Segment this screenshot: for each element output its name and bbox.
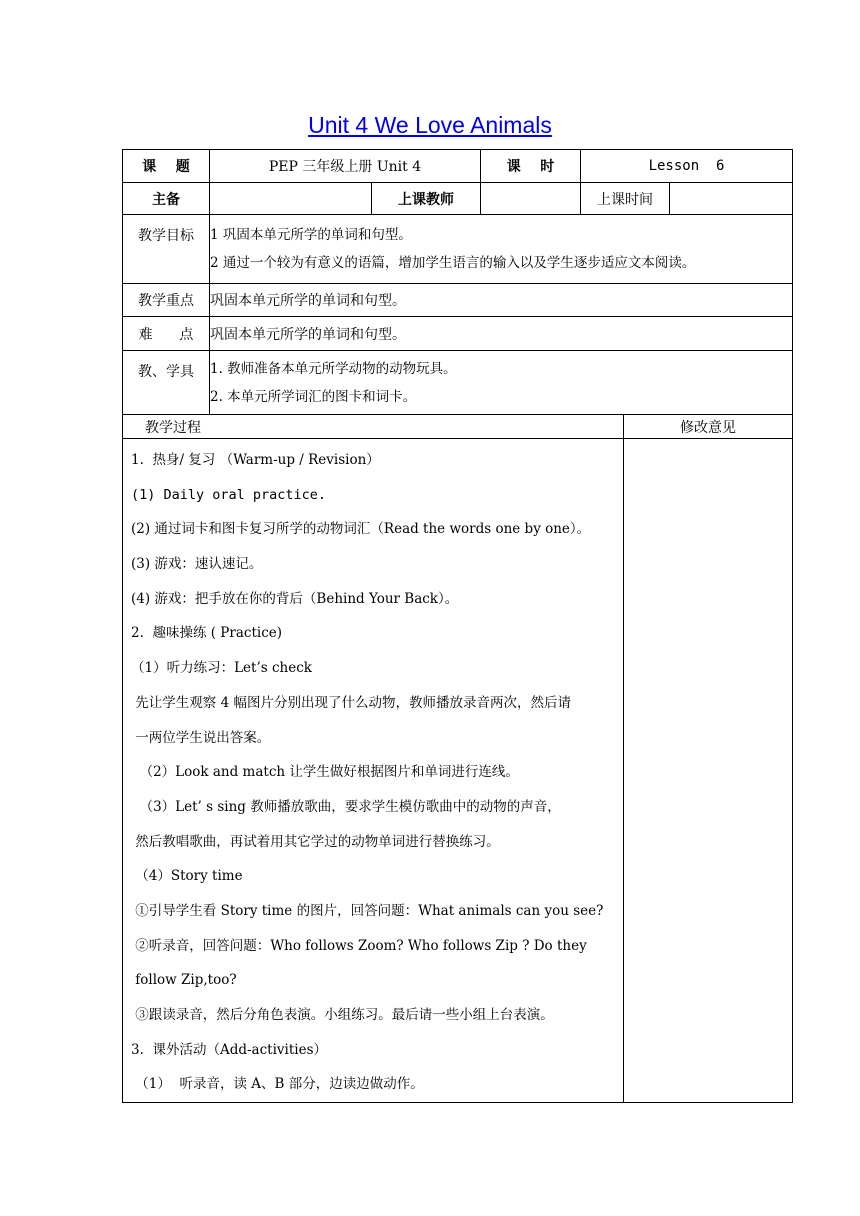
process-content [123, 439, 624, 1103]
process-line: 一两位学生说出答案。 [131, 729, 271, 746]
materials-label: 教、学具 [123, 351, 210, 415]
time-label: 上课时间 [581, 183, 670, 215]
process-line: （3）Let’ s sing 教师播放歌曲，要求学生模仿歌曲中的动物的声音， [131, 798, 561, 815]
period-label: 课 时 [481, 150, 581, 183]
process-line: 3. 课外活动（Add-activities） [131, 1041, 328, 1058]
process-body-row [123, 439, 793, 1103]
process-line: ①引导学生看 Story time 的图片，回答问题：What animals can you see? [131, 902, 604, 919]
teacher-value [481, 183, 581, 215]
process-line: (1) Daily oral practice. [131, 486, 327, 503]
teacher-label: 上课教师 [372, 183, 481, 215]
goal-item: 1 巩固本单元所学的单词和句型。 [210, 227, 412, 243]
process-line: (2) 通过词卡和图卡复习所学的动物词汇（Read the words one by one）。 [131, 521, 591, 538]
material-item: 2. 本单元所学词汇的图卡和词卡。 [210, 388, 417, 405]
process-line: （1） 听录音，读 A、B 部分，边读边做动作。 [131, 1076, 424, 1093]
key-points-value: 巩固本单元所学的单词和句型。 [210, 284, 793, 317]
topic-value: PEP 三年级上册 Unit 4 [210, 150, 481, 183]
process-line: ③跟读录音，然后分角色表演。小组练习。最后请一些小组上台表演。 [131, 1007, 554, 1023]
materials-row [123, 351, 793, 415]
lesson-plan-table [122, 149, 793, 1103]
goals-label: 教学目标 [123, 215, 210, 284]
time-value [670, 183, 793, 215]
difficulty-value: 巩固本单元所学的单词和句型。 [210, 317, 793, 351]
prep-label: 主备 [123, 183, 210, 215]
materials-content [210, 351, 793, 415]
process-line: （4）Story time [131, 868, 243, 885]
header-row-2 [123, 183, 793, 215]
goals-row [123, 215, 793, 284]
header-row-1 [123, 150, 793, 183]
process-line: （1）听力练习：Let’s check [131, 660, 312, 677]
document-title: Unit 4 We Love Animals [308, 112, 552, 138]
process-line: ②听录音，回答问题：Who follows Zoom? Who follows Zip ? Do they [131, 937, 587, 954]
material-item: 1. 教师准备本单元所学动物的动物玩具。 [210, 360, 457, 377]
difficulty-label: 难 点 [123, 317, 210, 351]
key-points-row [123, 284, 793, 317]
process-line: 先让学生观察 4 幅图片分别出现了什么动物，教师播放录音两次，然后请 [131, 694, 571, 711]
goal-item: 2 通过一个较为有意义的语篇，增加学生语言的输入以及学生逐步适应文本阅读。 [210, 255, 696, 271]
period-value: Lesson 6 [581, 150, 793, 183]
revision-label: 修改意见 [624, 415, 793, 439]
topic-label: 课 题 [123, 150, 210, 183]
process-label: 教学过程 [123, 415, 624, 439]
difficulty-row [123, 317, 793, 351]
process-header-row [123, 415, 793, 439]
process-line: (3) 游戏：速认速记。 [131, 556, 263, 573]
process-line: follow Zip,too? [131, 972, 237, 989]
prep-value [210, 183, 372, 215]
key-points-label: 教学重点 [123, 284, 210, 317]
process-line: （2）Look and match 让学生做好根据图片和单词进行连线。 [131, 764, 519, 781]
process-line: (4) 游戏：把手放在你的背后（Behind Your Back）。 [131, 590, 459, 607]
goals-content [210, 215, 793, 284]
process-line: 然后教唱歌曲，再试着用其它学过的动物单词进行替换练习。 [131, 833, 500, 850]
process-line: 1. 热身/ 复习 （Warm-up / Revision） [131, 452, 380, 468]
process-line: 2. 趣味操练 ( Practice) [131, 625, 283, 642]
revision-content [624, 439, 793, 1103]
